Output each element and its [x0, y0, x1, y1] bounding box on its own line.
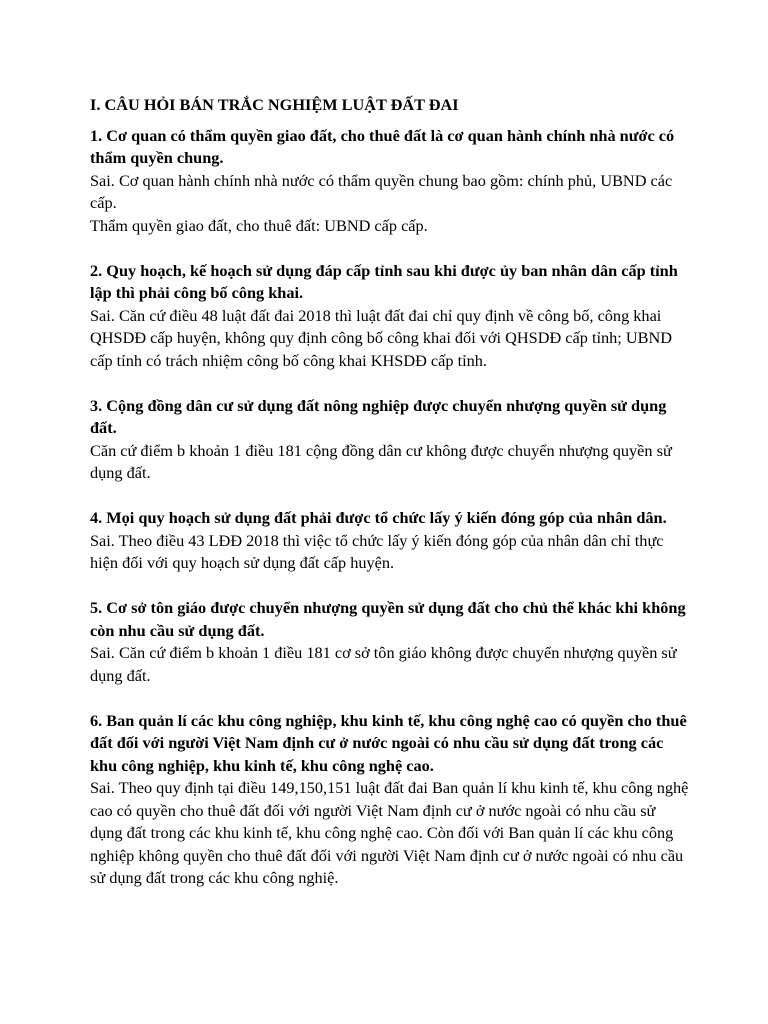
answer-5: Sai. Căn cứ điểm b khoản 1 điều 181 cơ sở tôn giáo không được chuyển nhượng quyền sử dụng đất. [90, 643, 677, 685]
qa-item-2 [90, 260, 690, 373]
answer-3: Căn cứ điểm b khoản 1 điều 181 cộng đồng dân cư không được chuyển nhượng quyền sử dụng đất. [90, 440, 672, 482]
question-4: 4. Mọi quy hoạch sử dụng đất phải được tổ chức lấy ý kiến đóng góp của nhân dân. [90, 508, 667, 527]
answer-1-line-2: Thẩm quyền giao đất, cho thuê đất: UBND cấp cấp. [90, 215, 428, 235]
question-6: 6. Ban quản lí các khu công nghiệp, khu kinh tế, khu công nghệ cao có quyền cho thuê đất đối với người Việt Nam định cư ở nước ngoài có nhu cầu sử dụng đất trong các khu công nghiệp, khu kinh tế, khu công nghệ cao. [90, 710, 687, 775]
answer-1-line-1: Sai. Cơ quan hành chính nhà nước có thẩm quyền chung bao gồm: chính phủ, UBND các cấp. [90, 170, 673, 212]
question-2: 2. Quy hoạch, kế hoạch sử dụng đáp cấp tỉnh sau khi được ủy ban nhân dân cấp tỉnh lập thì phải công bố công khai. [90, 260, 678, 302]
answer-6: Sai. Theo quy định tại điều 149,150,151 luật đất đai Ban quản lí khu kinh tế, khu công nghệ cao có quyền cho thuê đất đối với người Việt Nam định cư ở nước ngoài có nhu cầu sử dụng đất trong các khu kinh tế, khu công nghệ cao. Còn đối với Ban quản lí các khu công nghiệp không quyền cho thuê đất đối với người Việt Nam định cư ở nước ngoài có nhu cầu sử dụng đất trong các khu công nghiệ. [90, 778, 689, 887]
question-3: 3. Cộng đồng dân cư sử dụng đất nông nghiệp được chuyển nhượng quyền sử dụng đất. [90, 395, 667, 437]
answer-4: Sai. Theo điều 43 LĐĐ 2018 thì việc tổ chức lấy ý kiến đóng góp của nhân dân chỉ thực hiện đối với quy hoạch sử dụng đất cấp huyện. [90, 530, 664, 572]
document-page [90, 94, 690, 912]
section-heading: I. CÂU HỎI BÁN TRẮC NGHIỆM LUẬT ĐẤT ĐAI [90, 95, 459, 114]
question-1: 1. Cơ quan có thẩm quyền giao đất, cho thuê đất là cơ quan hành chính nhà nước có thẩm quyền chung. [90, 125, 675, 167]
question-5: 5. Cơ sở tôn giáo được chuyển nhượng quyền sử dụng đất cho chủ thể khác khi không còn nhu cầu sử dụng đất. [90, 598, 686, 640]
qa-item-1 [90, 125, 690, 238]
answer-2: Sai. Căn cứ điều 48 luật đất đai 2018 thì luật đất đai chỉ quy định về công bố, công khai QHSDĐ cấp huyện, không quy định công bố công khai đối với QHSDĐ cấp tỉnh; UBND cấp tỉnh có trách nhiệm công bố công khai KHSDĐ cấp tỉnh. [90, 305, 673, 370]
qa-item-5 [90, 597, 690, 687]
qa-item-4 [90, 507, 690, 575]
qa-item-6 [90, 710, 690, 890]
qa-item-3 [90, 395, 690, 485]
